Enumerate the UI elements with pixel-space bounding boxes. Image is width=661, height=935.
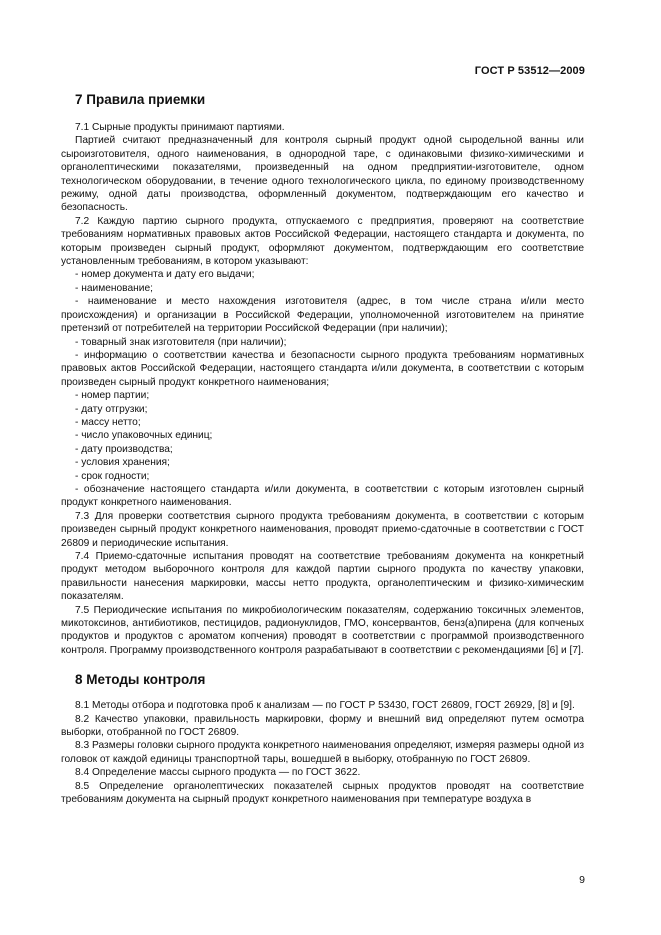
paragraph: 8.5 Определение органолептических показателей сырных продуктов проводят на соответствие требованиям документа на сырный продукт конкретного наименования при температуре воздуха в	[61, 780, 584, 806]
paragraph: 7.3 Для проверки соответствия сырного продукта требованиям документа, в соответствии с которым произведен сырный продукт конкретного наименования, проводят приемо-сдаточные в соответствии с ГОСТ 26809 и периодические испытания.	[61, 510, 584, 549]
paragraph: 8.3 Размеры головки сырного продукта конкретного наименования определяют, измеряя размеры одной из головок от каждой единицы транспортной тары, вошедшей в выборку, отобранную по ГОСТ 26809.	[61, 740, 584, 765]
list-item: - номер документа и дату его выдачи;	[75, 269, 255, 281]
list-item: - наименование и место нахождения изготовителя (адрес, в том числе страна и/или место происхождения) и организации в Российской Федерации, уполномоченной изготовителем на принятие претензий от потребителей на территории Российской Федерации (при наличии);	[61, 296, 584, 335]
section-8-body	[61, 699, 584, 806]
list-item: - информацию о соответствии качества и безопасности сырного продукта требованиям нормативных правовых актов Российской Федерации, настоящего стандарта и/или документа, в соответствии с которым произведен сырный продукт конкретного наименования;	[61, 349, 584, 388]
paragraph: 7.2 Каждую партию сырного продукта, отпускаемого с предприятия, проверяют на соответствие требованиям нормативных правовых актов Российской Федерации, настоящего стандарта и документа, по которым произведен сырный продукт, оформляют документом, подтверждающим его соответствие установленным требованиям, в котором указывают:	[61, 215, 584, 268]
section-8-heading: 8 Методы контроля	[75, 672, 206, 688]
list-item: - условия хранения;	[75, 457, 170, 469]
section-7-body	[61, 121, 584, 657]
list-item: - срок годности;	[75, 470, 150, 482]
list-item: - массу нетто;	[75, 416, 141, 428]
list-item: - обозначение настоящего стандарта и/или документа, в соответствии с которым изготовлен сырный продукт конкретного наименования.	[61, 483, 584, 509]
list-item: - дату производства;	[75, 443, 173, 455]
paragraph: 8.1 Методы отбора и подготовка проб к анализам — по ГОСТ Р 53430, ГОСТ 26809, ГОСТ 26929, [8] и [9].	[75, 700, 575, 712]
section-7-heading: 7 Правила приемки	[75, 92, 206, 107]
list-item: - товарный знак изготовителя (при наличии);	[75, 336, 287, 348]
list-item: - наименование;	[75, 282, 153, 294]
paragraph: 7.5 Периодические испытания по микробиологическим показателям, содержанию токсичных элементов, микотоксинов, антибиотиков, пестицидов, радионуклидов, ГМО, консервантов, бенз(а)пирена (для копченых продуктов и продуктов с ароматом копчения) проводят в соответствии с программой производственного контроля. Программу производственного контроля разрабатывают в соответствии с рекомендациями [6] и [7].	[61, 604, 584, 656]
page-number: 9	[579, 874, 585, 886]
paragraph: Партией считают предназначенный для контроля сырный продукт одной сыродельной ванны или сыроизготовителя, одного наименования, в однородной таре, с одинаковыми физико-химическими и органолептическими показателями, произведенный на одном предприятии-изготовителе, одном технологическом оборудовании, в течение одного технологического цикла, по единому производственному режиму, одной даты производства, оформленный документом, подтверждающим его качество и безопасность.	[61, 135, 584, 214]
paragraph: 8.2 Качество упаковки, правильность маркировки, форму и внешний вид определяют путем осмотра выборки, отобранной по ГОСТ 26809.	[61, 713, 584, 739]
list-item: - номер партии;	[75, 390, 150, 402]
document-id: ГОСТ Р 53512—2009	[474, 65, 585, 77]
paragraph: 7.4 Приемо-сдаточные испытания проводят на соответствие требованиям документа на конкретный продукт методом выборочного контроля для каждой партии сырного продукта по качеству упаковки, правильности нанесения маркировки, массы нетто продукта, органолептическим и физико-химическим показателям.	[61, 551, 584, 603]
page-content	[61, 91, 584, 807]
paragraph: 8.4 Определение массы сырного продукта — по ГОСТ 3622.	[75, 767, 361, 779]
list-item: - дату отгрузки;	[75, 403, 148, 415]
paragraph: 7.1 Сырные продукты принимают партиями.	[75, 122, 285, 133]
list-item: - число упаковочных единиц;	[75, 430, 213, 442]
